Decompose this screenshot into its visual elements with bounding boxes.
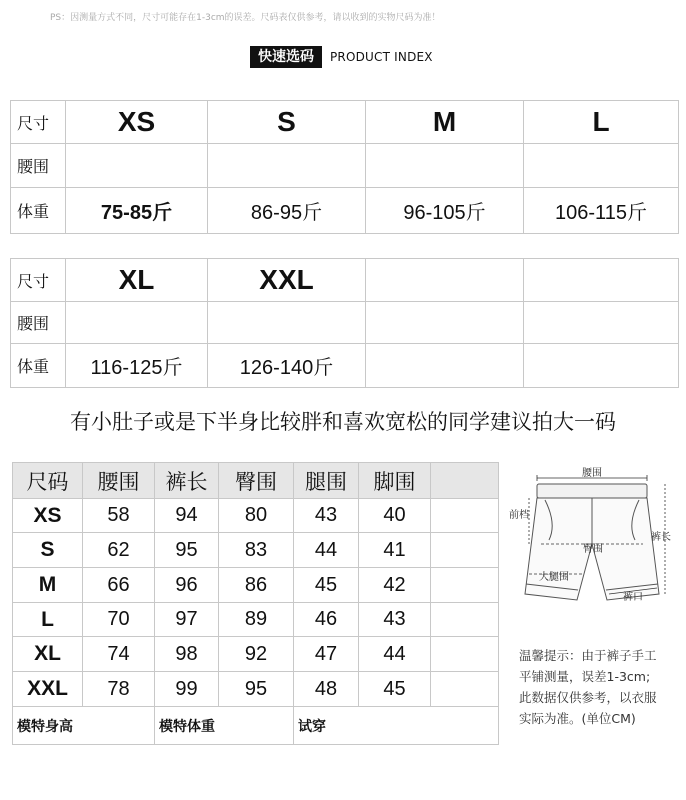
waist-cell — [366, 144, 524, 188]
value-cell: 44 — [294, 533, 359, 568]
product-index-subtitle: PRODUCT INDEX — [330, 50, 433, 64]
row-label: 腰围 — [11, 302, 66, 344]
row-label: 体重 — [11, 344, 66, 388]
empty-cell — [431, 637, 499, 672]
table-row — [13, 568, 499, 603]
tip-line: 实际为准。(单位CM) — [519, 711, 636, 726]
value-cell: 43 — [294, 499, 359, 533]
size-cell: S — [208, 101, 366, 144]
waist-label: 腰围 — [582, 468, 602, 479]
sizing-advice: 有小肚子或是下半身比较胖和喜欢宽松的同学建议拍大一码 — [70, 410, 616, 434]
model-info-row — [13, 707, 499, 745]
waist-cell — [524, 302, 679, 344]
value-cell: 62 — [83, 533, 155, 568]
value-cell: 45 — [294, 568, 359, 603]
model-height-label: 模特身高 — [13, 707, 155, 745]
value-cell: 80 — [219, 499, 294, 533]
value-cell: 92 — [219, 637, 294, 672]
size-cell: XS — [66, 101, 208, 144]
table-row — [13, 637, 499, 672]
size-cell: M — [13, 568, 83, 603]
empty-cell — [431, 672, 499, 707]
empty-cell — [431, 568, 499, 603]
value-cell: 95 — [219, 672, 294, 707]
column-header: 脚围 — [359, 463, 431, 499]
weight-cell — [524, 344, 679, 388]
measurement-disclaimer: PS：因测量方式不同，尺寸可能存在1-3cm的误差。尺码表仅供参考，请以收到的实物尺码为准！ — [50, 13, 441, 23]
size-cell: XXL — [13, 672, 83, 707]
value-cell: 41 — [359, 533, 431, 568]
size-cell: L — [13, 603, 83, 637]
size-cell: L — [524, 101, 679, 144]
waist-cell — [208, 302, 366, 344]
weight-cell: 96-105斤 — [366, 188, 524, 234]
value-cell: 43 — [359, 603, 431, 637]
waist-cell — [366, 302, 524, 344]
value-cell: 48 — [294, 672, 359, 707]
value-cell: 95 — [155, 533, 219, 568]
value-cell: 40 — [359, 499, 431, 533]
waist-cell — [208, 144, 366, 188]
row-label: 尺寸 — [11, 259, 66, 302]
weight-cell — [366, 344, 524, 388]
column-header: 腰围 — [83, 463, 155, 499]
value-cell: 70 — [83, 603, 155, 637]
value-cell: 45 — [359, 672, 431, 707]
waist-cell — [524, 144, 679, 188]
size-row — [11, 259, 679, 302]
size-row — [11, 101, 679, 144]
empty-header-cell — [431, 463, 499, 499]
size-cell: XXL — [208, 259, 366, 302]
value-cell: 98 — [155, 637, 219, 672]
waist-cell — [66, 144, 208, 188]
value-cell: 86 — [219, 568, 294, 603]
value-cell: 96 — [155, 568, 219, 603]
empty-cell — [431, 499, 499, 533]
table-row — [13, 499, 499, 533]
hip-label: 臀围 — [583, 544, 603, 555]
shorts-illustration — [505, 466, 680, 626]
weight-row — [11, 344, 679, 388]
quick-size-title: 快速选码 — [250, 46, 322, 68]
measurement-table — [12, 462, 499, 745]
weight-row — [11, 188, 679, 234]
waist-row — [11, 144, 679, 188]
value-cell: 83 — [219, 533, 294, 568]
value-cell: 97 — [155, 603, 219, 637]
weight-cell: 75-85斤 — [66, 188, 208, 234]
empty-cell — [431, 533, 499, 568]
value-cell: 46 — [294, 603, 359, 637]
size-cell: XL — [66, 259, 208, 302]
column-header: 臀围 — [219, 463, 294, 499]
size-cell — [524, 259, 679, 302]
tip-line: 此数据仅供参考，以衣服 — [519, 690, 657, 705]
value-cell: 66 — [83, 568, 155, 603]
size-cell: M — [366, 101, 524, 144]
weight-cell: 126-140斤 — [208, 344, 366, 388]
column-header: 腿围 — [294, 463, 359, 499]
hem-label: 裤口 — [623, 592, 643, 603]
value-cell: 94 — [155, 499, 219, 533]
size-cell — [366, 259, 524, 302]
column-header: 裤长 — [155, 463, 219, 499]
section-header — [250, 46, 433, 68]
row-label: 尺寸 — [11, 101, 66, 144]
weight-cell: 86-95斤 — [208, 188, 366, 234]
tip-line: 温馨提示：由于裤子手工 — [519, 648, 657, 663]
front-rise-label: 前档 — [509, 510, 529, 521]
value-cell: 58 — [83, 499, 155, 533]
tip-line: 平铺测量，误差1-3cm; — [519, 669, 651, 684]
table-row — [13, 533, 499, 568]
table-row — [13, 603, 499, 637]
weight-cell: 116-125斤 — [66, 344, 208, 388]
measurement-tip — [519, 645, 679, 729]
size-cell: S — [13, 533, 83, 568]
row-label: 体重 — [11, 188, 66, 234]
model-weight-label: 模特体重 — [155, 707, 294, 745]
quick-size-table-2 — [10, 258, 679, 388]
empty-cell — [431, 603, 499, 637]
row-label: 腰围 — [11, 144, 66, 188]
value-cell: 74 — [83, 637, 155, 672]
value-cell: 99 — [155, 672, 219, 707]
value-cell: 42 — [359, 568, 431, 603]
table-header-row — [13, 463, 499, 499]
table-row — [13, 672, 499, 707]
value-cell: 89 — [219, 603, 294, 637]
waistband-shape — [537, 484, 647, 498]
weight-cell: 106-115斤 — [524, 188, 679, 234]
waist-row — [11, 302, 679, 344]
shorts-measurement-diagram — [505, 466, 680, 626]
value-cell: 44 — [359, 637, 431, 672]
size-cell: XS — [13, 499, 83, 533]
length-label: 裤长 — [651, 532, 671, 543]
size-cell: XL — [13, 637, 83, 672]
column-header: 尺码 — [13, 463, 83, 499]
value-cell: 47 — [294, 637, 359, 672]
waist-cell — [66, 302, 208, 344]
quick-size-table-1 — [10, 100, 679, 234]
value-cell: 78 — [83, 672, 155, 707]
try-on-label: 试穿 — [294, 707, 499, 745]
thigh-label: 大腿围 — [539, 572, 569, 583]
